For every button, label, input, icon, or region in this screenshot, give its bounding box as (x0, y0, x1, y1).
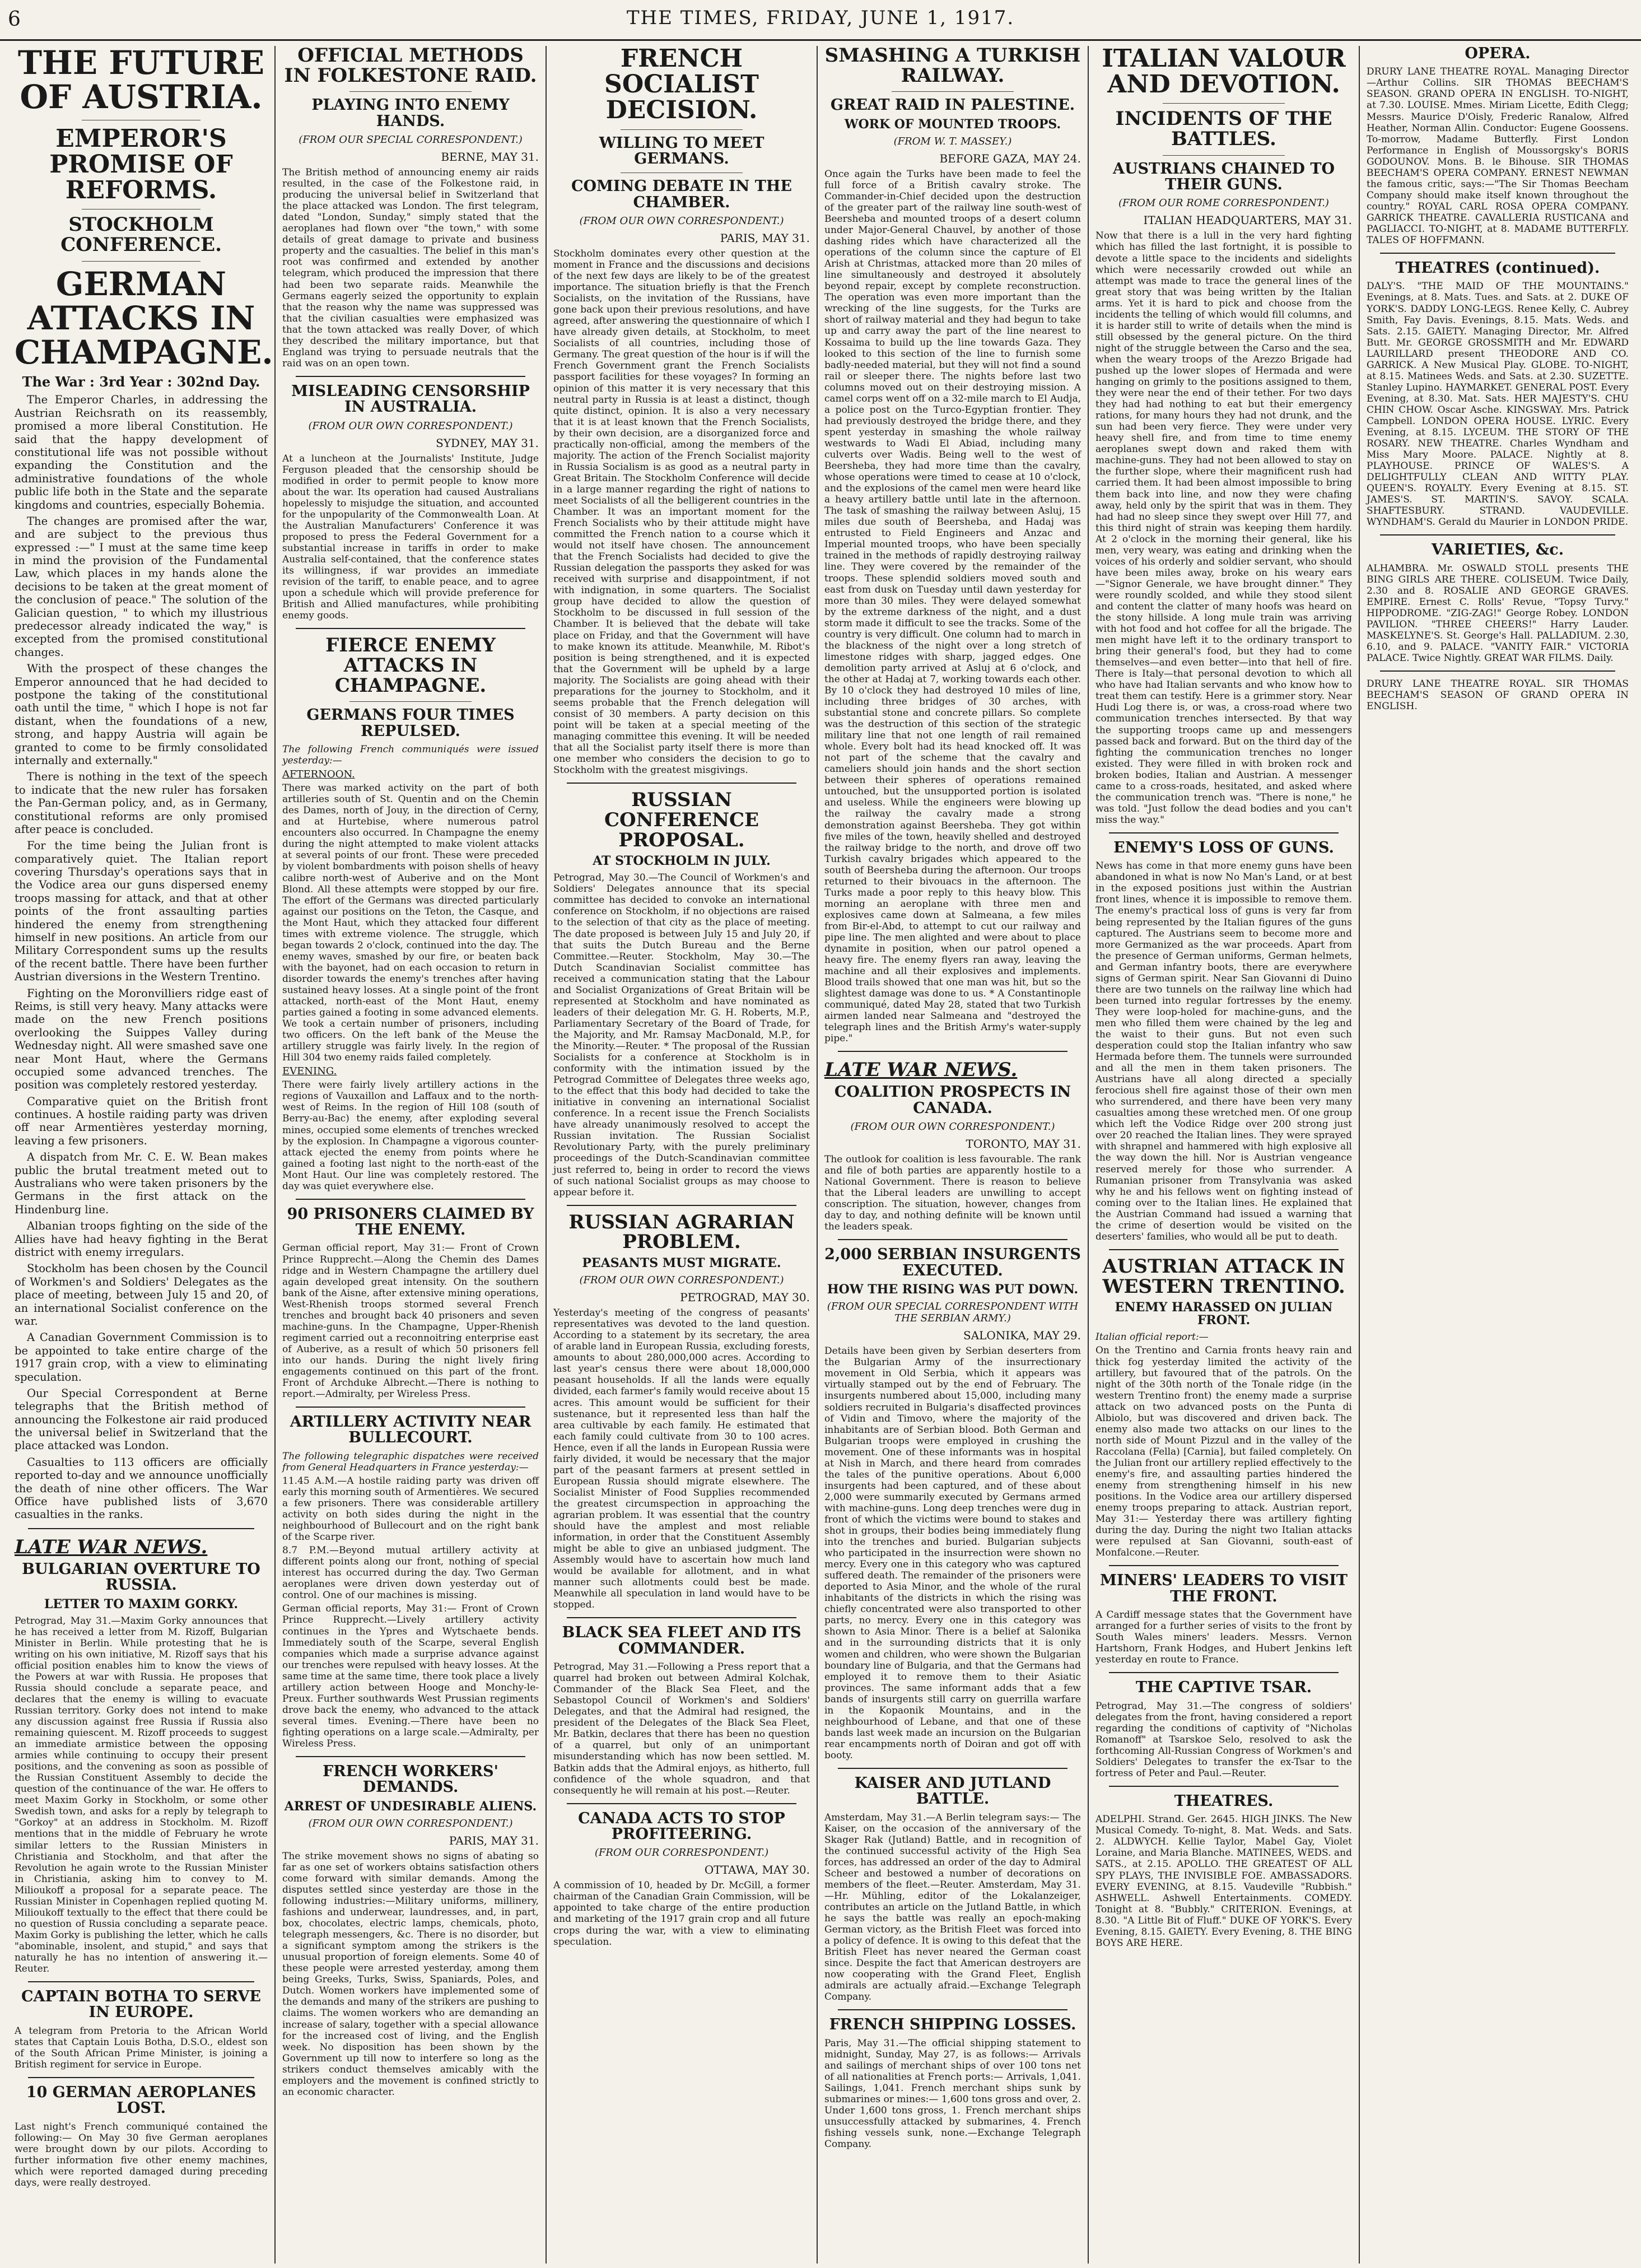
headline-miners-leaders: MINERS' LEADERS TO VISIT THE FRONT. (1099, 1572, 1348, 1605)
headline-artillery-activity: ARTILLERY ACTIVITY NEAR BULLECOURT. (290, 1413, 532, 1447)
article-text: German official report, May 31:— Front of Crown Prince Rupprecht.—Along the Chemin des Dames ridge and in Western Champagne the artillery duel again developed great intensity. On the southern bank of the Aisne, after extensive mining operations, West-Rhenish troops stormed several French trenches and brought back 40 prisoners and seven machine-guns. In the Champagne, Upper-Rhenish regiment carried out a reconnoitring enterprise east of Auberive, as a result of which 50 prisoners fell into our hands. During the night lively firing engagements continued on this part of the front. Front of Archduke Albrecht.—There is nothing to report.—Admiralty, per Wireless Press. (282, 1242, 539, 1400)
column-5 (1089, 46, 1360, 2264)
dateline: PARIS, MAY 31. (720, 231, 810, 245)
article-text: Petrograd, May 30.—The Council of Workmen's and Soldiers' Delegates announce that its special committee has decided to convoke an international conference on Stockholm, if no objections are raised to the selection of that city as the place of meeting. The date proposed is between July 15 and July 20, if that suits the Dutch Bureau and the Berne Committee.—Reuter. Stockholm, May 30.—The Dutch Scandinavian Socialist committee has received a communication stating that the Labour and Socialist Organizations of Great Britain will be represented at Stockholm and have nominated as leaders of their delegation Mr. G. H. Roberts, M.P., Parliamentary Secretary of the Board of Trade, for the Majority, and Mr. Ramsay MacDonald, M.P., for the Minority.—Reuter. * The proposal of the Russian Socialists for a conference at Stockholm is in conformity with the intimation issued by the Petrograd Committee of Delegates three weeks ago, to the effect that this body had decided to take the initiative in convening an international Socialist conference. In a recent issue the French Socialists have already unanimously resolved to accept the Russian invitation. The Russian Socialist Revolutionary Party, with the purely preliminary proceedings of the Dutch-Scandinavian committee just referred to, being in order to record the views of such national Socialist groups as may choose to appear before it. (553, 872, 810, 1198)
summary-paragraph: Comparative quiet on the British front continues. A hostile raiding party was driven off near Armentières yesterday morning, leaving a few prisoners. (15, 1095, 268, 1147)
correspondent-line: (FROM OUR SPECIAL CORRESPONDENT.) (299, 134, 523, 146)
dateline: PARIS, MAY 31. (449, 1833, 539, 1847)
article-text: Last night's French communiqué contained the following:— On May 30 five German aeroplanes were brought down by our pilots. According to further information five other enemy machines, which were reported damaged during preceding days, were really destroyed. (15, 2121, 268, 2188)
correspondent-line: (FROM OUR OWN CORRESPONDENT.) (308, 420, 513, 432)
headline-french-socialist: FRENCH SOCIALIST DECISION. (604, 46, 759, 125)
article-text: Petrograd, May 31.—Maxim Gorky announces that he has received a letter from M. Rizoff, Bulgarian Minister in Berlin. While protesting that he is writing on his own initiative, M. Rizoff says that his official position enables him to know the views of the Powers at war with Russia. He proposes that Russia should conclude a separate peace, and declares that the enemy is willing to evacuate Russian territory. Gorky does not intend to make any discussion against free Russia if Russia also remaining quiescent. M. Rizoff proceeds to suggest an immediate armistice between the opposing armies while continuing to occupy their present positions, and the convening as soon as possible of the Russian Constituent Assembly to decide the question of the continuance of the war. He offers to meet Maxim Gorky in Stockholm, or some other Swedish town, and asks for a reply by telegraph to "Gorkoy" at an address in Stockholm. M. Rizoff mentions that in the middle of February he wrote similar letters to the Russian Ministers in Christiania and Stockholm, and that after the Revolution he again wrote to the Russian Minister in Christiania, asking him to convey to M. Milioukoff a proposal for a separate peace. The Russian Minister in Copenhagen replied quoting M. Milioukoff textually to the effect that there could be no question of Russia concluding a separate peace. Maxim Gorky is publishing the letter, which he calls "abominable, insolent, and stupid," and says that naturally he has no intention of answering it.—Reuter. (15, 1615, 268, 1975)
headline-mounted-troops: WORK OF MOUNTED TROOPS. (844, 117, 1061, 132)
headline-misleading-censorship: MISLEADING CENSORSHIP IN AUSTRALIA. (291, 382, 530, 416)
article-text: Now that there is a lull in the very hard fighting which has filled the last fortnight, it is possible to devote a little space to the incidents and sidelights which were necessarily crowded out while an attempt was made to trace the general lines of the great story that was being written by the Italian arms. Yet it is hard to pick and choose from the incidents the telling of which would fill columns, and it is harder still to write of details when the mind is still obsessed by the general picture. On the third night of the struggle between the Carso and the sea, when the weary troops of the Arezzo Brigade had pushed up the lower slopes of Hermada and were hanging on grimly to the positions assigned to them, they were near the end of their tether. For two days they had had nothing to eat but their emergency rations, for many hours they had not drunk, and the sun had been very fierce. They were under very heavy shell fire, and from time to time enemy aeroplanes swept down and raked them with machine-guns. They had not been allowed to stay on the further slope, where their magnificent rush had carried them. It had been almost impossible to bring them back into line, and now they were chafing away, held only by the spirit that was in them. They had had no sleep since they swept over Hill 77, and this third night of strain was keeping them hardily. At 2 o'clock in the morning their general, like his men, very weary, was eating and drinking when the voices of his orderly and soldier servant, who should have been miles away, broke on his weary ears—"Signor Generale, we have brought dinner." They were roundly scolded, and while they stood silent and content the clatter of many hoofs was heard on the stony hillside. A long mule train was arriving with hot food and hot coffee for all the brigade. The men might have left it to the ordinary transport to bring their general's food, but they had to come themselves—and even better—into that hell of fire. There is Italy—that personal devotion to which all who have had Italian servants and who know how to treat them can testify. Here is a grimmer story. Near Hudi Log there is, or was, a cross-road where two communication trenches intersected. By that way the supporting troops came up and messengers passed back and forward. But on the third day of the fighting the communication trenches no longer existed. They were filled in with broken rock and broken bodies, Italian and Austrian. A messenger came to a cross-roads, hesitated, and asked where the communication trench was. "There is none," he was told. "Just follow the dead bodies and you can't miss the way." (1095, 230, 1352, 826)
headline-emperors-promise: EMPEROR'S PROMISE OF REFORMS. (49, 124, 233, 205)
headline-german-aeroplanes: 10 GERMAN AEROPLANES LOST. (26, 2083, 257, 2117)
summary-paragraph: A dispatch from Mr. C. E. W. Bean makes public the brutal treatment meted out to Australians who were taken prisoners by the Germans in the first attack on the Hindenburg line. (15, 1151, 268, 1216)
article-text: A Cardiff message states that the Government have arranged for a further series of visits to the front by South Wales miners' leaders. Messrs. Vernon Hartshorn, Frank Hodges, and Hubert Jenkins left yesterday en route to France. (1095, 1609, 1352, 1666)
headline-opera: OPERA. (1465, 46, 1531, 62)
headline-russian-conference: RUSSIAN CONFERENCE PROPOSAL. (604, 789, 759, 851)
summary-paragraph: With the prospect of these changes the Emperor announced that he had decided to postpone the taking of the constitutional oath until the time, " which I hope is not far distant, when the foundations of a new, strong, and happy Austria will again be granted to come to be firmly consolidated internally and externally." (15, 662, 268, 767)
headline-bulgarian-overture: BULGARIAN OVERTURE TO RUSSIA. (22, 1560, 260, 1594)
summary-paragraph: Casualties to 113 officers are officially reported to-day and we announce unofficially the death of nine other officers. The War Office have published lists of 3,670 casualties in the ranks. (15, 1455, 268, 1521)
headline-smashing-turkish-railway: SMASHING A TURKISH RAILWAY. (824, 46, 1081, 87)
headline-great-raid: GREAT RAID IN PALESTINE. (830, 96, 1075, 114)
headline-peasants-migrate: PEASANTS MUST MIGRATE. (582, 1256, 781, 1271)
late-war-news-label: LATE WAR NEWS. (824, 1059, 1018, 1082)
correspondent-line: (FROM OUR OWN CORRESPONDENT.) (850, 1121, 1055, 1133)
correspondent-line: (FROM OUR OWN CORRESPONDENT.) (308, 1817, 513, 1829)
summary-paragraph: Stockholm has been chosen by the Council of Workmen's and Soldiers' Delegates as the place of meeting, between July 15 and 20, of an international Socialist conference on the war. (15, 1262, 268, 1328)
late-war-news-label: LATE WAR NEWS. (15, 1535, 208, 1558)
article-text: 8.7 P.M.—Beyond mutual artillery activity at different points along our front, nothing of special interest has occurred during the day. Two German aeroplanes were driven down yesterday out of control. One of our machines is missing. (282, 1545, 539, 1601)
article-text: Once again the Turks have been made to feel the full force of a British cavalry stroke. The Commander-in-Chief decided upon the destruction of the greater part of the railway line south-west of Beersheba and mounted troops of a desert column under Major-General Chauvel, by another of those dashing rides which have characterized all the operations of the column since the capture of El Arish at Christmas, attacked more than 20 miles of line simultaneously and destroyed it absolutely beyond repair, except by complete reconstruction. The operation was even more important than the wrecking of the line suggests, for the Turks are short of railway material and they had begun to take up and carry away the part of the line nearest to Kossaima to build up the line towards Gaza. They looked to this section of the line to furnish some badly-needed material, but they will not find a sound rail or sleeper there. The nights before last two columns moved out on their destroying mission. A camel corps went off on a 32-mile march to El Audja, a police post on the Turco-Egyptian frontier. They had previously destroyed the bridge there, and they spent yesterday in smashing the whole railway westwards to Wadi El Abiad, including many culverts over Wadis. Being well to the west of Beersheba, they had more time than the cavalry, whose operations were timed to cease at 10 o'clock, and the explosions of the camel men were heard like a heavy artillery battle until late in the afternoon. The task of smashing the railway between Asluj, 15 miles due south of Beersheba, and Hadaj was entrusted to Field Engineers and Anzac and Imperial mounted troops, who have been specially trained in the methods of rapidly destroying railway line. They were covered by the remainder of the troops. These splendid soldiers moved south and east from dusk on Tuesday until dawn yesterday for more than 30 miles. They were delayed somewhat by the extreme darkness of the night, and a dust storm made it difficult to see the tracks. Some of the country is very difficult. One column had to march in the blackness of the night over a long stretch of limestone ridges with sharp, jagged edges. One demolition party arrived at Asluj at 6 o'clock, and the other at Hadaj at 7, working towards each other. By 10 o'clock they had destroyed 10 miles of line, including three bridges of 30 arches, with substantial stone and concrete pillars. So complete was the destruction of this section of the strategic military line that not one length of rail remained whole. Every bolt had its head knocked off. It was not part of the scheme that the cavalry and cameliers should join hands and the short section between their spheres of operations remained untouched, but the unsupported portion is isolated and useless. While the engineers were blowing up the railway the cavalry made a strong demonstration against Beersheba. They got within five miles of the town, heavily shelled and destroyed the railway bridge to the north, and drove off two Turkish cavalry brigades which appeared to the south of Beersheba during the afternoon. Our troops returned to their bivouacs in the afternoon. The Turks made a poor reply to this heavy blow. This morning an aeroplane with three men and explosives came down at Salmeana, a few miles from Bir-el-Abd, to attempt to cut our railway and pipe line. The men alighted and were about to place dynamite in position, when our patrol opened a heavy fire. The enemy flyers ran away, leaving the machine and all their explosives and implements. Blood trails showed that one man was hit, but so the slightest damage was done to us. * A Constantinople communiqué, dated May 28, stated that two Turkish airmen landed near Salmeana and "destroyed the telegraph lines and the British Army's water-supply pipe." (824, 168, 1081, 1045)
article-text: The British method of announcing enemy air raids resulted, in the case of the Folkestone raid, in producing the universal belief in Switzerland that the place attacked was London. The first telegram, dated "London, Sunday," simply stated that the aeroplanes had flown over "the town," with some details of great damage to private and business property and the casualties. The belief in this man's root was confirmed and extended by another telegram, which produced the impression that there had been two separate raids. Meanwhile the Germans eagerly seized the opportunity to explain that the reason why the name was suppressed was that the civilian casualties were emphasized was that the town attacked was really Dover, of which they described the military importance, but that England was trying to persuade neutrals that the raid was on an open town. (282, 167, 539, 369)
article-text: Amsterdam, May 31.—A Berlin telegram says:— The Kaiser, on the occasion of the anniversary of the Skager Rak (Jutland) Battle, and in recognition of the continued successful activity of the High Sea forces, has addressed an order of the day to Admiral Scheer and bestowed a number of decorations on members of the fleet.—Reuter. Amsterdam, May 31.—Hr. Mühling, editor of the Lokalanzeiger, contributes an article on the Jutland Battle, in which he says the battle was really an epoch-making German victory, as the British Fleet was forced into a policy of defence. It is owing to this defeat that the British Fleet has never neared the German coast since. Despite the fact that American destroyers are now cooperating with the Grand Fleet, English admirals are actually afraid.—Exchange Telegraph Company. (824, 1811, 1081, 2003)
headline-fierce-enemy-attacks: FIERCE ENEMY ATTACKS IN CHAMPAGNE. (325, 634, 496, 697)
headline-stockholm: STOCKHOLM CONFERENCE. (60, 213, 222, 257)
headline-enemy-loss-guns: ENEMY'S LOSS OF GUNS. (1113, 839, 1334, 856)
headline-incidents-battles: INCIDENTS OF THE BATTLES. (1115, 108, 1332, 151)
correspondent-line: (FROM OUR OWN CORRESPONDENT.) (579, 1274, 784, 1287)
headline-canada-profiteering: CANADA ACTS TO STOP PROFITEERING. (578, 1809, 785, 1843)
headline-90-prisoners: 90 PRISONERS CLAIMED BY THE ENEMY. (287, 1205, 534, 1239)
headline-varieties: VARIETIES, &c. (1431, 541, 1564, 559)
section-afternoon: AFTERNOON. (282, 769, 355, 781)
article-text: The strike movement shows no signs of abating so far as one set of workers obtains satisfaction others come forward with similar demands. Among the disputes settled since yesterday are those in the following industries:—Military uniforms, millinery, fashions and underwear, laundresses, and, in part, box, chocolates, electric lamps, chemicals, photo, telegraph messengers, &c. There is no disorder, but a significant symptom among the strikers is the unusual proportion of foreign elements. Some 40 of these people were arrested yesterday, among them being Greeks, Turks, Swiss, Spaniards, Poles, and Dutch. Women workers have implemented some of the demands and many of the strikers are pushing to claims. The women workers who are demanding an increase of salary, together with a special allowance for the increased cost of living, and the English week. No disposition has been shown by the Government up till now to interfere so long as the strikers conduct themselves amicably with the employers and the movement is confined strictly to an economic character. (282, 1850, 539, 2098)
correspondent-line: (FROM OUR OWN CORRESPONDENT.) (579, 215, 784, 227)
column-3 (547, 46, 818, 2264)
dateline: SYDNEY, MAY 31. (436, 436, 539, 450)
article-text: The outlook for coalition is less favourable. The rank and file of both parties are apparently hostile to a National Government. There is reason to believe that the Liberal leaders are unwilling to accept conscription. The situation, however, changes from day to day, and nothing definite will be known until the leaders speak. (824, 1154, 1081, 1233)
column-1 (8, 46, 276, 2264)
article-text: At a luncheon at the Journalists' Institute, Judge Ferguson pleaded that the censorship should be modified in order to permit people to know more about the war. Its operation had caused Australians hopelessly to misjudge the situation, and accounted for the unpopularity of the Commonwealth Loan. At the Australian Manufacturers' Conference it was proposed to press the Federal Government for a substantial increase in tariffs in order to make Australia self-contained, that the conference states its willingness, if war provides an immediate revision of the tariff, to enable peace, and to agree upon a schedule which will provide preference for British and Allied manufactures, while prohibiting enemy goods. (282, 453, 539, 622)
article-text: Petrograd, May 31.—Following a Press report that a quarrel had broken out between Admiral Kolchak, Commander of the Black Sea Fleet, and the Sebastopol Council of Workmen's and Soldiers' Delegates, and that the Admiral had resigned, the president of the Delegates of the Black Sea Fleet, Mr. Batkin, declares that there has been no question of a quarrel, but only of an unimportant misunderstanding which has now been settled. M. Batkin adds that the Admiral enjoys, as hitherto, full confidence of the whole squadron, and that consequently he will remain at his post.—Reuter. (553, 1661, 810, 1796)
theatre-listings: ADELPHI. Strand. Ger. 2645. HIGH JINKS. The New Musical Comedy. To-night, 8. Mat. Weds. and Sats. 2. ALDWYCH. Kellie Taylor, Mabel Gay, Violet Loraine, and Maria Blanche. MATINEES, WEDS. and SATS., at 2.15. APOLLO. THE GREATEST OF ALL SPY PLAYS, THE INVISIBLE FOE. AMBASSADORS. EVERY EVENING, at 8.15. Vaudeville "Rubbish." ASHWELL. Ashwell Entertainments. COMEDY. Tonight at 8. "Bubbly." CRITERION. Evenings, at 8.30. "A Little Bit of Fluff." DUKE OF YORK'S. Every Evening, 8.15. GAIETY. Every Evening, 8. THE BING BOYS ARE HERE. (1095, 1814, 1352, 1949)
article-text: German official reports, May 31:— Front of Crown Prince Rupprecht.—Lively artillery activity continues in the Ypres and Wytschaete bends. Immediately south of the Scarpe, several English companies which made a surprise advance against our trenches were repulsed with heavy losses. At the same time at the same time, there took place a lively artillery action between Hooge and Monchy-le-Preux. Further southwards West Prussian regiments drove back the enemy, who advanced to the attack several times. Evening.—There have been no fighting operations on a large scale.—Admiralty, per Wireless Press. (282, 1603, 539, 1749)
headline-austrians-chained: AUSTRIANS CHAINED TO THEIR GUNS. (1113, 160, 1335, 194)
summary-paragraph: A Canadian Government Commission is to be appointed to take entire charge of the 1917 grain crop, with a view to eliminating speculation. (15, 1331, 268, 1384)
column-4 (818, 46, 1089, 2264)
summary-paragraph: Albanian troops fighting on the side of the Allies have had heavy fighting in the Berat district with enemy irregulars. (15, 1219, 268, 1259)
headline-arrest-aliens: ARREST OF UNDESIRABLE ALIENS. (284, 1799, 537, 1814)
article-text: A telegram from Pretoria to the African World states that Captain Louis Botha, D.S.O., eldest son of the South African Prime Minister, is joining a British regiment for service in Europe. (15, 2025, 268, 2070)
correspondent-line: (FROM OUR SPECIAL CORRESPONDENT WITH THE SERBIAN ARMY.) (827, 1301, 1079, 1325)
headline-willing-to-meet: WILLING TO MEET GERMANS. (599, 134, 764, 167)
headline-stockholm-july: AT STOCKHOLM IN JULY. (593, 854, 771, 869)
headline-italian-valour: ITALIAN VALOUR AND DEVOTION. (1102, 46, 1346, 99)
summary-paragraph: For the time being the Julian front is comparatively quiet. The Italian report covering Thursday's operations says that in the Vodice area our guns dispersed enemy troops massing for attack, and that at other points of the front assaulting parties hindered the enemy from strengthening himself in new positions. An article from our Military Correspondent sums up the results of the recent battle. There have been further Austrian diversions in the Western Trentino. (15, 839, 268, 984)
dateline: ITALIAN HEADQUARTERS, MAY 31. (1143, 213, 1352, 227)
article-text: On the Trentino and Carnia fronts heavy rain and thick fog yesterday limited the activity of the artillery, but favoured that of the patrols. On the night of the 30th north of the Tonale ridge (in the western Trentino front) the enemy made a surprise attack on two advanced posts on the Punta di Albiolo, but was discovered and driven back. The enemy also made two attacks on our lines to the north side of Mount Pizzul and in the valley of the Raccolana (Fella) [Carnia], but failed completely. On the Julian front our artillery replied effectively to the enemy's fire, and assaulting parties hindered the enemy from strengthening himself in his new positions. In the Vodice area our artillery dispersed enemy troops preparing to attack. Austrian report, May 31:— Yesterday there was artillery fighting during the day. During the night two Italian attacks were repulsed at San Giovanni, south-east of Monfalcone.—Reuter. (1095, 1345, 1352, 1559)
headline-coalition-canada: COALITION PROSPECTS IN CANADA. (834, 1083, 1071, 1117)
war-day-line: The War : 3rd Year : 302nd Day. (22, 374, 260, 390)
headline-letter-gorky: LETTER TO MAXIM GORKY. (44, 1596, 239, 1612)
running-header: THE TIMES, FRIDAY, JUNE 1, 1917. (626, 7, 1015, 29)
article-text: A commission of 10, headed by Dr. McGill, a former chairman of the Canadian Grain Commission, will be appointed to take charge of the entire production and marketing of the 1917 grain crop and all future crops during the war, with a view to eliminating speculation. (553, 1880, 810, 1948)
headline-serbian-insurgents: 2,000 SERBIAN INSURGENTS EXECUTED. (824, 1246, 1081, 1279)
article-intro: Italian official report:— (1095, 1331, 1209, 1343)
article-text: Petrograd, May 31.—The congress of soldiers' delegates from the front, having considered a report regarding the conditions of captivity of "Nicholas Romanoff" at Tsarskoe Selo, resolved to ask the forthcoming All-Russian Congress of Workmen's and Soldiers' Delegates to transfer the ex-Tsar to the fortress of Peter and Paul.—Reuter. (1095, 1700, 1352, 1779)
article-text: Yesterday's meeting of the congress of peasants' representatives was devoted to the land question. According to a statement by its secretary, the area of arable land in European Russia, excluding forests, amounts to about 280,000,000 acres. According to last year's census there were about 18,000,000 peasant households. If all the lands were equally divided, each farmer's family would receive about 15 acres. This amount would be sufficient for their sustenance, but it represented less than half the area cultivable by each family. He estimated that each family could cultivate from 30 to 100 acres. Hence, even if all the lands in European Russia were fairly divided, it would be necessary that the major part of the peasant farmers at present settled in European Russia should migrate elsewhere. The Socialist Minister of Food Supplies recommended the greatest circumspection in approaching the agrarian problem. It was essential that the country should have the amplest and most reliable information, in order that the Constituent Assembly might be able to give an unbiased judgment. The Assembly would have to ascertain how much land would be available for allotment, and in what manner such allotments could best be made. Meanwhile all speculation in land would have to be stopped. (553, 1307, 810, 1611)
headline-russian-agrarian: RUSSIAN AGRARIAN PROBLEM. (568, 1210, 795, 1254)
opera-listings: DRURY LANE THEATRE ROYAL. Managing Director—Arthur Collins. SIR THOMAS BEECHAM'S SEASON. GRAND OPERA IN ENGLISH. TO-NIGHT, at 7.30. LOUISE. Mmes. Miriam Licette, Edith Clegg; Messrs. Maurice D'Oisly, Frederic Ranalow, Alfred Heather, Norman Allin. Conductor: Eugene Goossens. To-morrow, Madame Butterfly. First London Performance in English of Moussorgsky's BORIS GODOUNOV. Mons. B. le Bihouse. SIR THOMAS BEECHAM'S OPERA COMPANY. ERNEST NEWMAN the famous critic, says:—"The Sir Thomas Beecham Company should make itself known throughout the country." ROYAL CARL ROSA OPERA COMPANY. GARRICK THEATRE. CAVALLERIA RUSTICANA and PAGLIACCI. TO-NIGHT, at 8. MADAME BUTTERFLY. TALES OF HOFFMANN. (1367, 66, 1629, 246)
varieties-listings: ALHAMBRA. Mr. OSWALD STOLL presents THE BING GIRLS ARE THERE. COLISEUM. Twice Daily, 2.30 and 8. ROSALIE AND GEORGE GRAVES. EMPIRE. Ernest C. Rolls' Revue, "Topsy Turvy." HIPPODROME. "ZIG-ZAG!" George Robey. LONDON PAVILION. "THREE CHEERS!" Harry Lauder. MASKELYNE'S. St. George's Hall. PALLADIUM. 2.30, 6.10, and 9. PALACE. "VANITY FAIR." VICTORIA PALACE. Twice Nightly. GREAT WAR FILMS. Daily. (1367, 562, 1629, 664)
headline-german-attacks: GERMAN ATTACKS IN CHAMPAGNE. (15, 264, 273, 371)
article-text: Details have been given by Serbian deserters from the Bulgarian Army of the insurrectionary movement in Old Serbia, which it appears was virtually stamped out by the end of February. The insurgents numbered about 15,000, including many soldiers recruited in Bulgaria's disaffected provinces of Vidin and Timovo, where the majority of the inhabitants are of Serbian blood. Both German and Bulgarian troops were employed in crushing the movement. One of these informants was in hospital at Nish in March, and there heard from comrades the tales of the punitive operations. About 6,000 insurgents had been captured, and of these about 2,000 were summarily executed by Germans armed with machine-guns. Long deep trenches were dug in front of which the victims were bound to stakes and shot in groups, their bodies being immediately flung into the trenches and buried. Bulgarian subjects who participated in the insurrection were shown no mercy. Every one in this category who was captured suffered death. The remainder of the prisoners were deported to Asia Minor, and the whole of the rural inhabitants of the districts in which the rising was chiefly concentrated were also transported to other parts, no mercy. Every one in this category was shown to Asia Minor. There is a belief at Salonika and in the surrounding districts that it is only women and children, who were shown the Bulgarian boundary line of Bulgaria, and that the Germans had employed it to remove them to their Asiatic provinces. The same informant adds that a few bands of insurgents still carry on guerrilla warfare in the Kopaonik Mountains, and in the neighbourhood of Lebane, and that one of these bands last week made an incursion on the Bulgarian rear encampments north of Doiran and got off with booty. (824, 1345, 1081, 1761)
article-text: News has come in that more enemy guns have been abandoned in what is now No Man's Land, or at best in the exposed positions just within the Austrian front lines, whence it is impossible to remove them. The enemy's practical loss of guns is very far from being represented by the Italian figures of the guns captured. The Austrians seem to become more and more Germanized as the war proceeds. Apart from the presence of German uniforms, German helmets, and German infantry boots, there are everywhere signs of German spirit. Near San Giovanni di Duino there are two tunnels on the railway line which had been turned into regular fortresses by the enemy. They were loop-holed for machine-guns, and the men who filled them were chained by the leg and the waist to their guns. But not even such desperation could stop the Italian infantry who saw Hermada before them. The tunnels were surrounded and all the men in them taken prisoners. The Austrians have all along directed a specially ferocious shell fire against those of their own men who surrendered, and there have been very many casualties among these wretched men. Of one group which left the Vodice Ridge over 200 strong just over 20 reached the Italian lines. They were sprayed with shrapnel and hammered with high explosive all the way down the hill. Nor is Austrian vengeance reserved merely for those who surrender. A Rumanian prisoner from Transylvania was asked why he and his fellows went on fighting instead of coming over to the Italian lines. He explained that the Austrian Command had issued a warning that the crime of desertion would be visited on the deserters' families, who would all be put to death. (1095, 860, 1352, 1242)
correspondent-line: (FROM W. T. MASSEY.) (893, 135, 1012, 147)
headline-theatres-continued: THEATRES (continued). (1395, 259, 1600, 277)
headline-germans-repulsed: GERMANS FOUR TIMES REPULSED. (306, 706, 515, 740)
headline-official-methods: OFFICIAL METHODS IN FOLKESTONE RAID. (284, 46, 537, 87)
article-text: 11.45 A.M.—A hostile raiding party was driven off early this morning south of Armentières. We secured a few prisoners. There was considerable artillery activity on both sides during the night in the neighbourhood of Bullecourt and on the right bank of the Scarpe river. (282, 1475, 539, 1543)
correspondent-line: (FROM OUR ROME CORRESPONDENT.) (1118, 197, 1329, 209)
column-6 (1360, 46, 1635, 2264)
dateline: TORONTO, MAY 31. (966, 1137, 1081, 1151)
masthead (0, 0, 1641, 41)
theatre-listings: DALY'S. "THE MAID OF THE MOUNTAINS." Evenings, at 8. Mats. Tues. and Sats. at 2. DUKE OF YORK'S. DADDY LONG-LEGS. Renee Kelly, C. Aubrey Smith, Fay Davis. Evenings, 8.15. Mats. Weds. and Sats. 2.15. GAIETY. Managing Director, Mr. Alfred Butt. Mr. GEORGE GROSSMITH and Mr. EDWARD LAURILLARD present THEODORE AND CO. GARRICK. A New Musical Play. GLOBE. TO-NIGHT, at 8.15. Matinees Weds. and Sats. at 2.30. SUZETTE. Stanley Lupino. HAYMARKET. GENERAL POST. Every Evening, at 8.30. Mat. Sats. HER MAJESTY'S. CHU CHIN CHOW. Oscar Asche. KINGSWAY. Mrs. Patrick Campbell. LONDON OPERA HOUSE. LYRIC. Every Evening, at 8.15. LYCEUM. THE STORY OF THE ROSARY. NEW THEATRE. Charles Wyndham and Miss Mary Moore. PALACE. Nightly at 8. PLAYHOUSE. PRINCE OF WALES'S. A DELIGHTFULLY CLEAN AND WITTY PLAY. QUEEN'S. ROYALTY. Every Evening at 8.15. ST. JAMES'S. ST. MARTIN'S. SAVOY. SCALA. SHAFTESBURY. STRAND. VAUDEVILLE. WYNDHAM'S. Gerald du Maurier in LONDON PRIDE. (1367, 281, 1629, 528)
headline-playing-into-hands: PLAYING INTO ENEMY HANDS. (311, 96, 510, 130)
dateline: PETROGRAD, MAY 30. (680, 1291, 810, 1305)
correspondent-line: (FROM OUR CORRESPONDENT.) (594, 1847, 769, 1859)
headline-rising-put-down: HOW THE RISING WAS PUT DOWN. (827, 1282, 1079, 1297)
headline-french-workers: FRENCH WORKERS' DEMANDS. (323, 1763, 498, 1796)
summary-paragraph: The Emperor Charles, in addressing the Austrian Reichsrath on its reassembly, promised a more liberal Constitution. He said that the happy development of constitutional life was not possible without expanding the Constitution and the administrative foundations of the whole public life both in the State and the separate kingdoms and countries, especially Bohemia. (15, 393, 268, 511)
summary-paragraph: Fighting on the Moronvilliers ridge east of Reims, is still very heavy. Many attacks were made on the new French positions overlooking the Suippes Valley during Wednesday night. All were smashed save one near Mont Haut, where the Germans occupied some advanced trenches. The position was completely restored yesterday. (15, 986, 268, 1092)
headline-future-of-austria: THE FUTURE OF AUSTRIA. (17, 46, 265, 116)
headline-black-sea-fleet: BLACK SEA FLEET AND ITS COMMANDER. (562, 1624, 801, 1657)
article-text: Paris, May 31.—The official shipping statement to midnight, Sunday, May 27, is as follows:— Arrivals and sailings of merchant ships of over 100 tons net of all nationalities at French ports:— Arrivals, 1,041. Sailings, 1,041. French merchant ships sunk by submarines or mines:— 1,600 tons gross and over, 2. Under 1,600 tons gross, 1. French merchant ships unsuccessfully attacked by submarines, 4. French fishing vessels sunk, none.—Exchange Telegraph Company. (824, 2037, 1081, 2150)
columns (8, 46, 1635, 2264)
headline-coming-debate: COMING DEBATE IN THE CHAMBER. (571, 178, 792, 211)
dateline: OTTAWA, MAY 30. (704, 1863, 810, 1877)
headline-theatres: THEATRES. (1174, 1792, 1274, 1810)
headline-captive-tsar: THE CAPTIVE TSAR. (1135, 1679, 1312, 1697)
summary-paragraph: Our Special Correspondent at Berne telegraphs that the British method of announcing the Folkestone air raid produced the universal belief in Switzerland that the place attacked was London. (15, 1386, 268, 1452)
article-text: Stockholm dominates every other question at the moment in France and the discussions and decisions of the next few days are likely to be of the greatest importance. The situation briefly is that the French Socialists, on the invitation of the Russians, have gone back upon their previous resolutions, and have agreed, after answering the questionnaire of which I have already given details, at Stockholm, to meet Socialists of all countries, including those of Germany. The great question of the hour is if will the French Government grant the French Socialists passport facilities for these voyages? In forming an opinion of this matter it is very necessary that this neutral party in Russia is at least a distinct, though quite distinct, opinion. It is also a very necessary that it is at least known that the French Socialists, by their own decision, are a disorganized force and practically non-official, among the members of the majority. The action of the French Socialist majority in Russia Socialism is as good as a neutral party in Great Britain. The Stockholm Conference will decide in a large manner regarding the right of nations to meet Socialists of all the belligerent countries in the Chamber. It was an important moment for the French Socialists who by their attitude might have committed the French nation to a course which it would not itself have chosen. The announcement that the French Socialists had decided to give the Russian delegation the passports they asked for was received with surprise and disappointment, if not with indignation, in some quarters. The Socialist group have decided to allow the question of Stockholm to be discussed in full session of the Chamber. It is believed that the debate will take place on Friday, and that the Government will have to make known its attitude. Meanwhile, M. Ribot's position is being strengthened, and it is expected that the Government will be upheld by a large majority. The Socialists are going ahead with their preparations for the journey to Stockholm, and it seems probable that the French delegation will consist of 30 members. A party decision on this point will be taken at a special meeting of the managing committee this evening. It will be needed that all the Socialist party itself there is more than one member who considers the decision to go to Stockholm with the greatest misgivings. (553, 248, 810, 776)
summary-paragraph: The changes are promised after the war, and are subject to the previous thus expressed :—" I must at the same time keep in mind the provision of the Fundamental Law, which places in my hands alone the decisions to be taken at the great moment of the conclusion of peace." The solution of the Galician question, " to which my illustrious predecessor already indicated the way," is excepted from the promised constitutional changes. (15, 514, 268, 659)
headline-enemy-harassed: ENEMY HARASSED ON JULIAN FRONT. (1115, 1300, 1333, 1328)
footer-listing: DRURY LANE THEATRE ROYAL. SIR THOMAS BEECHAM'S SEASON OF GRAND OPERA IN ENGLISH. (1367, 678, 1629, 712)
section-evening: EVENING. (282, 1065, 337, 1078)
headline-french-shipping: FRENCH SHIPPING LOSSES. (829, 2016, 1076, 2034)
column-2 (276, 46, 547, 2264)
headline-kaiser-jutland: KAISER AND JUTLAND BATTLE. (854, 1775, 1051, 1808)
article-intro: The following French communiqués were issued yesterday:— (282, 744, 539, 767)
article-text: There was marked activity on the part of both artilleries south of St. Quentin and on the Chemin des Dames, north of Jouy, in the direction of Cerny, and at Hurtebise, where numerous patrol encounters also occurred. In Champagne the enemy during the night attempted to make violent attacks at several points of our front. These were preceded by violent bombardments with poison shells of heavy calibre north-west of Auberive and on the Mont Blond. All these attempts were stopped by our fire. The effort of the Germans was directed particularly against our positions on the Teton, the Casque, and the Mont Haut, which they attacked four different times with extreme violence. The struggle, which began towards 2 o'clock, continued into the day. The enemy waves, smashed by our fire, or beaten back with the bayonet, had on each occasion to return in disorder towards the enemy's trenches after having sustained heavy losses. At a single point of the front attacked, north-east of the Mont Haut, enemy parties gained a footing in some advanced elements. We took a certain number of prisoners, including two officers. On the left bank of the Meuse the artillery struggle was fairly lively. In the region of Hill 304 two enemy raids failed completely. (282, 783, 539, 1064)
headline-austrian-attack-trentino: AUSTRIAN ATTACK IN WESTERN TRENTINO. (1102, 1255, 1345, 1298)
article-text: There were fairly lively artillery actions in the regions of Vauxaillon and Laffaux and to the north-west of Reims. In the region of Hill 108 (south of Berry-au-Bac) the enemy, after exploding several mines, occupied some elements of trenches wrecked by the explosion. In Champagne a vigorous counter-attack ejected the enemy from points where he gained a footing last night to the north-east of the Mont Haut. Our line was completely restored. The day was quiet everywhere else. (282, 1079, 539, 1192)
dateline: BEFORE GAZA, MAY 24. (939, 151, 1081, 165)
page-number: 6 (8, 8, 21, 31)
dateline: BERNE, MAY 31. (441, 150, 539, 164)
headline-captain-botha: CAPTAIN BOTHA TO SERVE IN EUROPE. (21, 1988, 261, 2022)
dateline: SALONIKA, MAY 29. (963, 1329, 1081, 1343)
summary-paragraph: There is nothing in the text of the speech to indicate that the new ruler has forsaken the Pan-German policy, and, as in Germany, constitutional reforms are only promised after peace is concluded. (15, 770, 268, 836)
article-intro: The following telegraphic dispatches were received from General Headquarters in France yesterday:— (282, 1450, 539, 1473)
